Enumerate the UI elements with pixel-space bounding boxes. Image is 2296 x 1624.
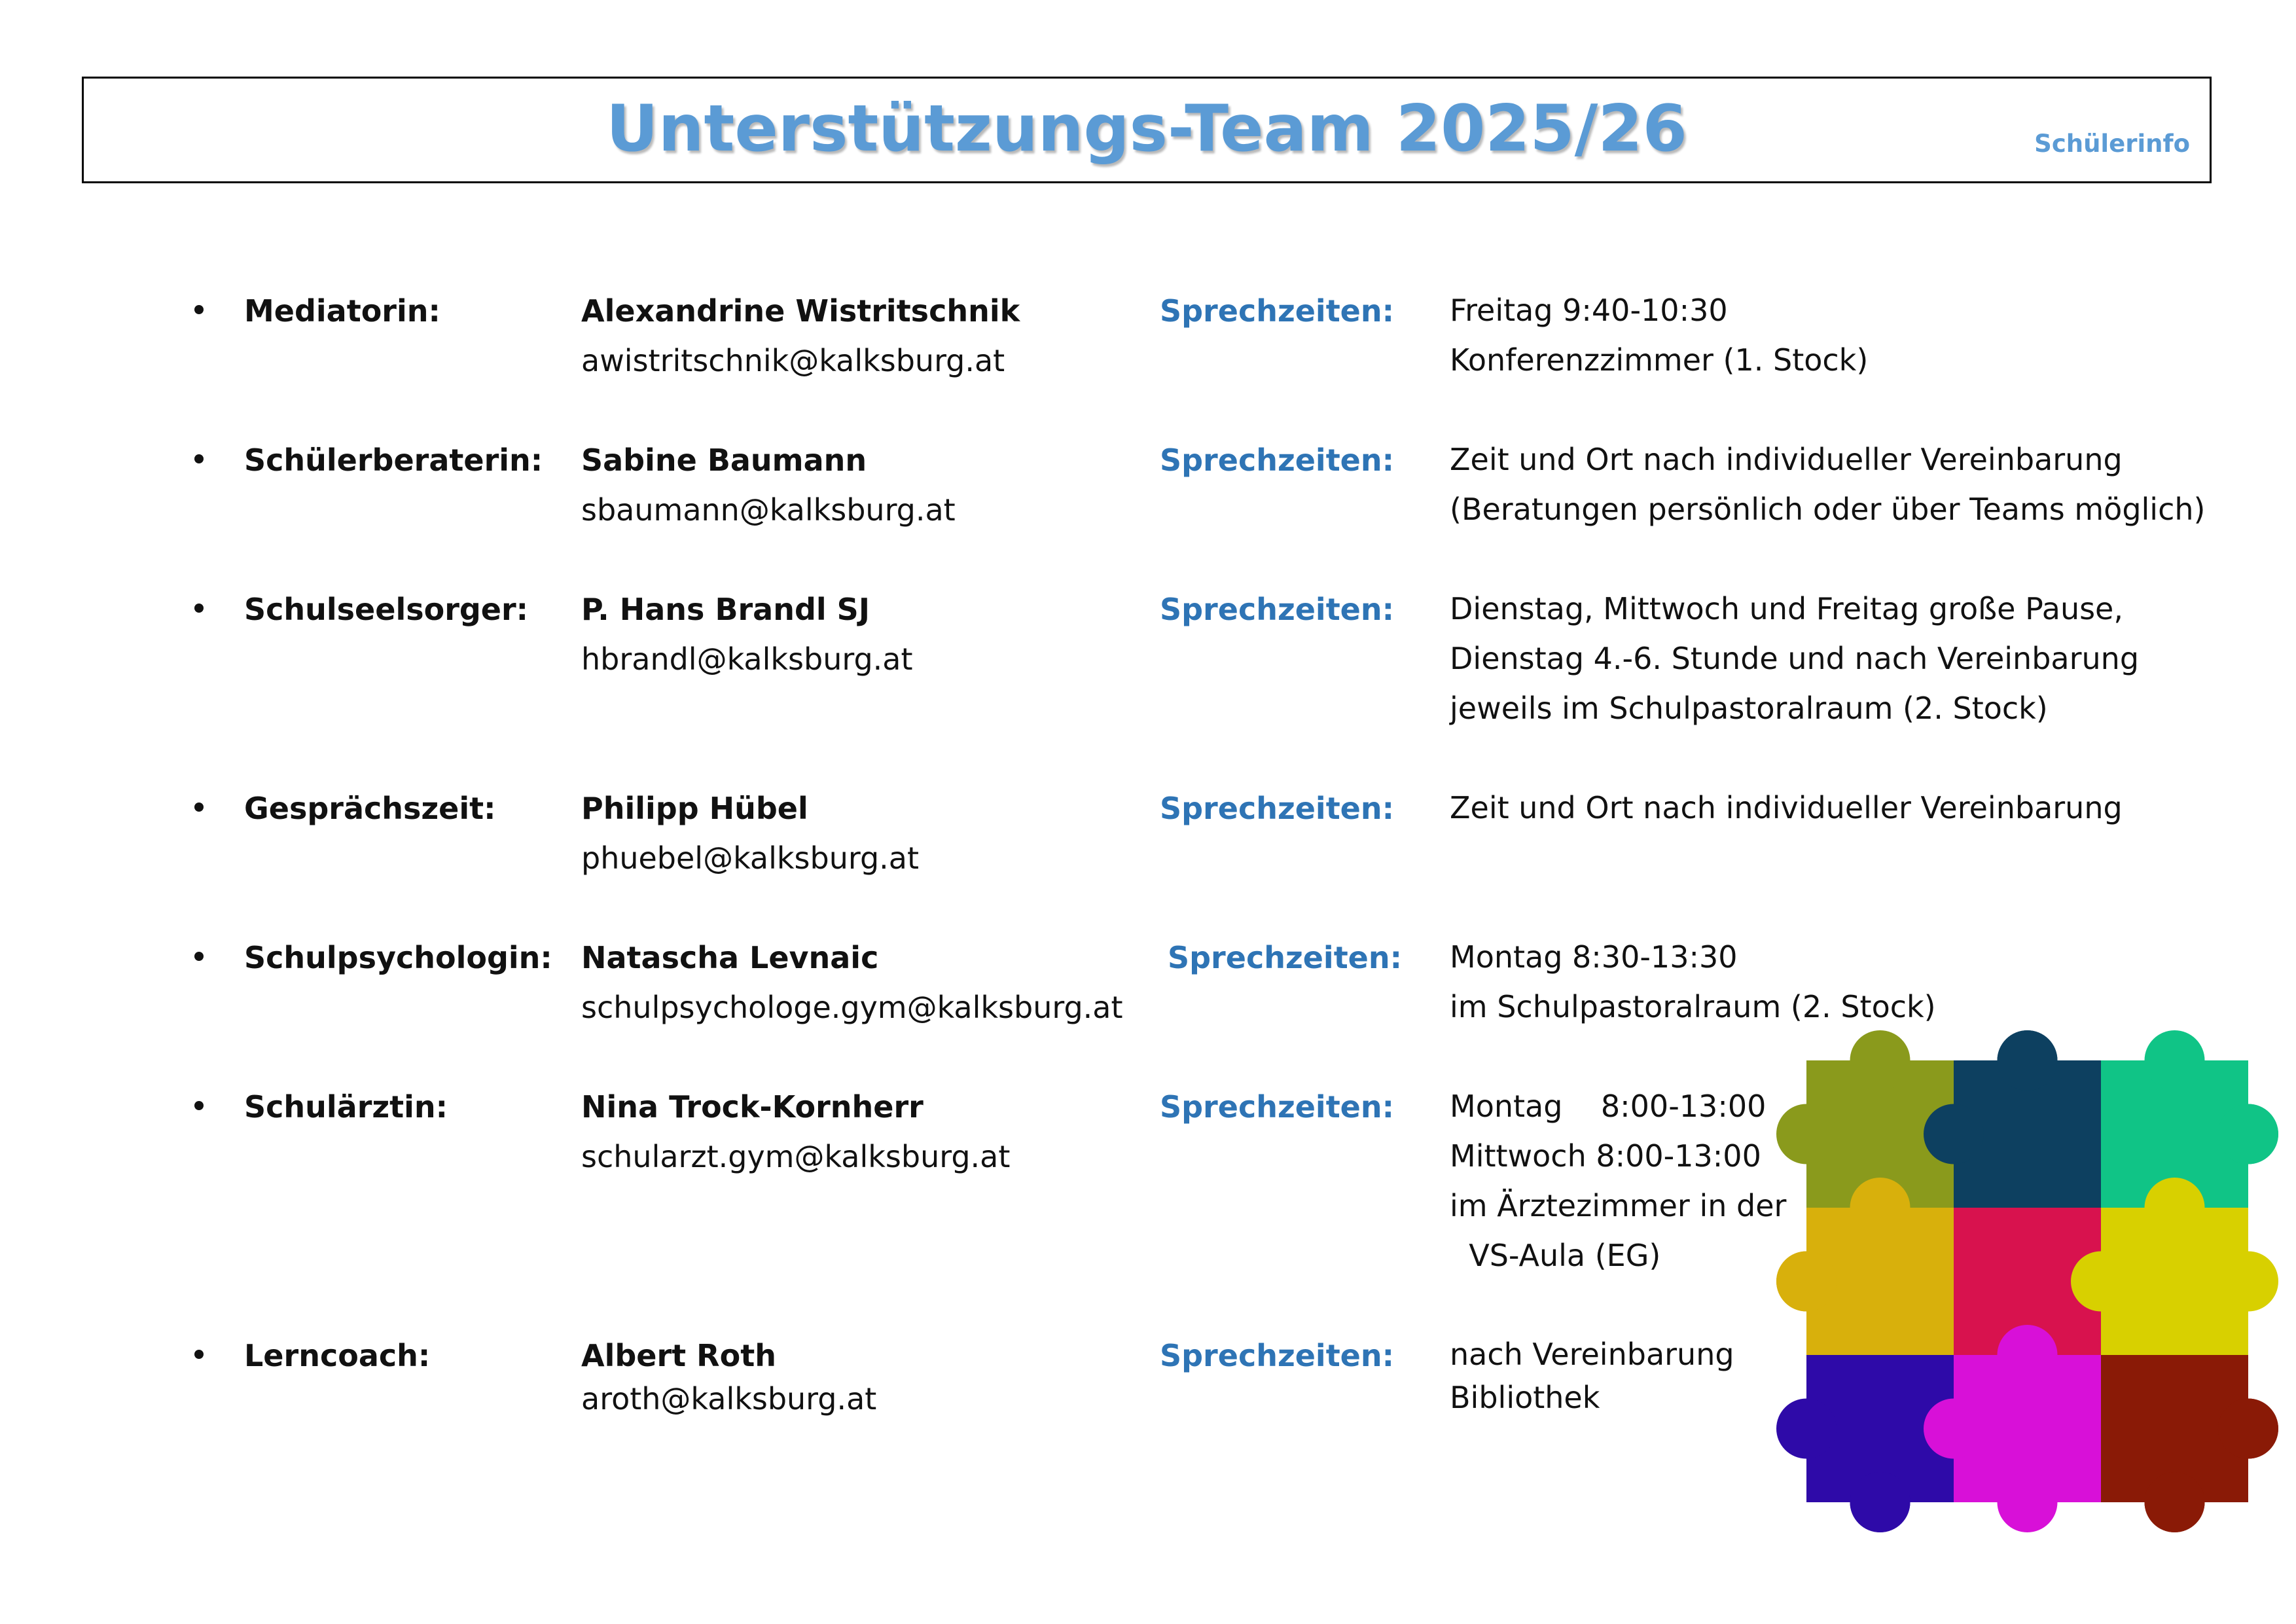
hours-line: Bibliothek [1450,1380,1600,1415]
bullet-icon [194,604,204,613]
email-link[interactable]: awistritschnik@kalksburg.at [581,343,1005,378]
role-label: Schulpsychologin: [244,940,552,975]
hours-label: Sprechzeiten: [1168,940,1403,975]
hours-line: Freitag 9:40-10:30 [1450,293,1728,328]
person-name: Alexandrine Wistritschnik [581,293,1020,329]
puzzle-pieces-image [1767,1021,2296,1551]
hours-line: VS-Aula (EG) [1450,1238,1661,1273]
hours-line: Zeit und Ort nach individueller Vereinbarung [1450,442,2123,477]
person-name: Philipp Hübel [581,791,808,826]
office-hours [1450,932,1936,1032]
hours-label: Sprechzeiten: [1160,1338,1395,1373]
hours-line: Montag 8:30-13:30 [1450,939,1738,975]
bullet-icon [194,454,204,463]
office-hours [1450,285,1868,385]
email-link[interactable]: schulpsychologe.gym@kalksburg.at [581,990,1123,1025]
role-label: Mediatorin: [244,293,440,329]
document-tag: Schülerinfo [2034,130,2190,158]
email-link[interactable]: phuebel@kalksburg.at [581,840,919,876]
office-hours [1450,783,2123,833]
hours-line: Mittwoch 8:00-13:00 [1450,1138,1761,1174]
puzzle-piece [2101,1355,2278,1532]
hours-label: Sprechzeiten: [1160,791,1395,826]
role-label: Gesprächszeit: [244,791,496,826]
email-link[interactable]: sbaumann@kalksburg.at [581,492,956,528]
bullet-icon [194,1101,204,1110]
role-label: Schulseelsorger: [244,592,529,627]
role-label: Schülerberaterin: [244,442,543,478]
email-link[interactable]: aroth@kalksburg.at [581,1381,877,1416]
email-link[interactable]: schularzt.gym@kalksburg.at [581,1139,1011,1174]
office-hours [1450,584,2139,733]
hours-label: Sprechzeiten: [1160,442,1395,478]
hours-line: jeweils im Schulpastoralraum (2. Stock) [1450,691,2048,726]
office-hours [1450,1081,1786,1280]
hours-line: im Ärztezimmer in der [1450,1188,1787,1223]
hours-line: im Schulpastoralraum (2. Stock) [1450,989,1936,1024]
page-title: Unterstützungs-Team 2025/26 [606,92,1687,166]
title-box [82,77,2212,183]
hours-label: Sprechzeiten: [1160,592,1395,627]
bullet-icon [194,803,204,812]
hours-line: Konferenzzimmer (1. Stock) [1450,342,1869,378]
person-name: Nina Trock-Kornherr [581,1089,924,1125]
hours-line: Dienstag, Mittwoch und Freitag große Pause, [1450,591,2123,626]
role-label: Lerncoach: [244,1338,431,1373]
person-name: Albert Roth [581,1338,776,1373]
office-hours [1450,435,2205,534]
hours-label: Sprechzeiten: [1160,1089,1395,1125]
bullet-icon [194,952,204,961]
hours-line: Montag 8:00-13:00 [1450,1089,1767,1124]
hours-label: Sprechzeiten: [1160,293,1395,329]
office-hours [1450,1333,1734,1419]
bullet-icon [194,305,204,314]
bullet-icon [194,1350,204,1359]
hours-line: nach Vereinbarung [1450,1337,1734,1372]
hours-line: (Beratungen persönlich oder über Teams möglich) [1450,492,2206,527]
person-name: Sabine Baumann [581,442,867,478]
email-link[interactable]: hbrandl@kalksburg.at [581,641,913,677]
role-label: Schulärztin: [244,1089,448,1125]
hours-line: Zeit und Ort nach individueller Vereinbarung [1450,790,2123,825]
person-name: Natascha Levnaic [581,940,879,975]
hours-line: Dienstag 4.-6. Stunde und nach Vereinbarung [1450,641,2140,676]
person-name: P. Hans Brandl SJ [581,592,870,627]
